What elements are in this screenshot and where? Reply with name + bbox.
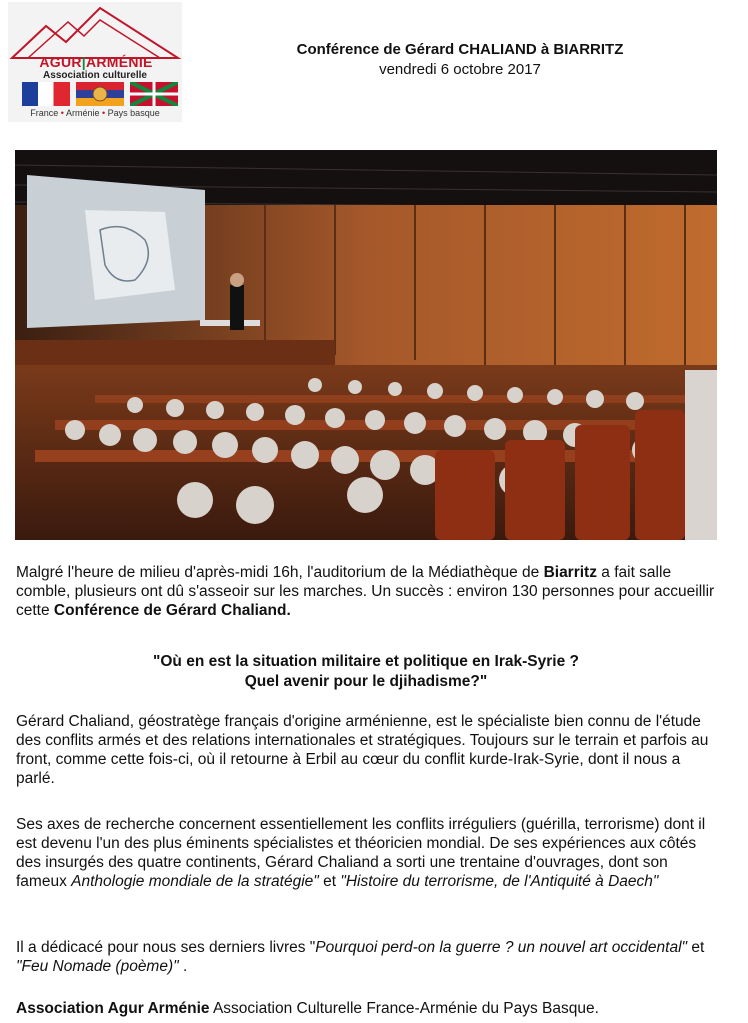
book-title: Anthologie mondiale de la stratégie"	[71, 873, 319, 890]
conference-quote: "Où en est la situation militaire et politique en Irak-Syrie ? Quel avenir pour le djihadisme?"	[153, 653, 579, 690]
organization-name: Association Agur Arménie	[16, 1000, 210, 1017]
book-title: "Histoire du terrorisme, de l'Antiquité à Daech"	[340, 873, 659, 890]
event-date: vendredi 6 octobre 2017	[379, 61, 541, 78]
logo-subtitle: Association culturelle	[43, 70, 147, 81]
city-name: Biarritz	[543, 564, 597, 581]
association-logo	[8, 2, 182, 122]
flags-row	[22, 82, 178, 106]
research-paragraph: Ses axes de recherche concernent essentiellement les conflits irréguliers (guérilla, terrorisme) dont il est devenu l'un des plus éminents spécialistes et théoricien mondial. De ses expériences aux côtés des insurgés des quatre continents, Gérard Chaliand a sorti une trentaine d'ouvrages, dont son fameux Anthologie mondiale de la stratégie" et "Histoire du terrorisme, de l'Antiquité à Daech"	[16, 816, 706, 890]
page-header	[200, 40, 720, 80]
armenia-flag-icon	[76, 82, 124, 106]
book-title: "Feu Nomade (poème)"	[16, 958, 179, 975]
france-flag-icon	[22, 82, 70, 106]
dedication-paragraph: Il a dédicacé pour nous ses derniers livres "Pourquoi perd-on la guerre ? un nouvel art occidental" et "Feu Nomade (poème)" .	[16, 939, 705, 975]
logo-name: AGUR|ARMÉNIE	[39, 54, 153, 70]
conference-name: Conférence de Gérard Chaliand.	[53, 602, 291, 619]
footer-signature: Association Agur Arménie Association Culturelle France-Arménie du Pays Basque.	[16, 1000, 599, 1017]
logo-countries: France • Arménie • Pays basque	[30, 108, 160, 118]
basque-flag-icon	[130, 82, 178, 106]
auditorium-photo	[15, 150, 717, 540]
book-title: Pourquoi perd-on la guerre ? un nouvel art occidental"	[315, 939, 688, 956]
bio-paragraph: Gérard Chaliand, géostratège français d'origine arménienne, est le spécialiste bien connu de l'étude des conflits armés et des relations internationales et stratégiques. Toujours sur le terrain et parfois au front, comme cette fois-ci, où il retourne à Erbil au cœur du conflit kurde-Irak-Syrie, dont il nous a parlé.	[16, 713, 709, 787]
page-title: Conférence de Gérard CHALIAND à BIARRITZ	[296, 41, 624, 58]
intro-paragraph: Malgré l'heure de milieu d'après-midi 16h, l'auditorium de la Médiathèque de Biarritz a fait salle comble, plusieurs ont dû s'asseoir sur les marches. Un succès : environ 130 personnes pour accueillir cette Conférence de Gérard Chaliand.	[16, 564, 715, 619]
mountain-logo-icon	[8, 2, 182, 62]
